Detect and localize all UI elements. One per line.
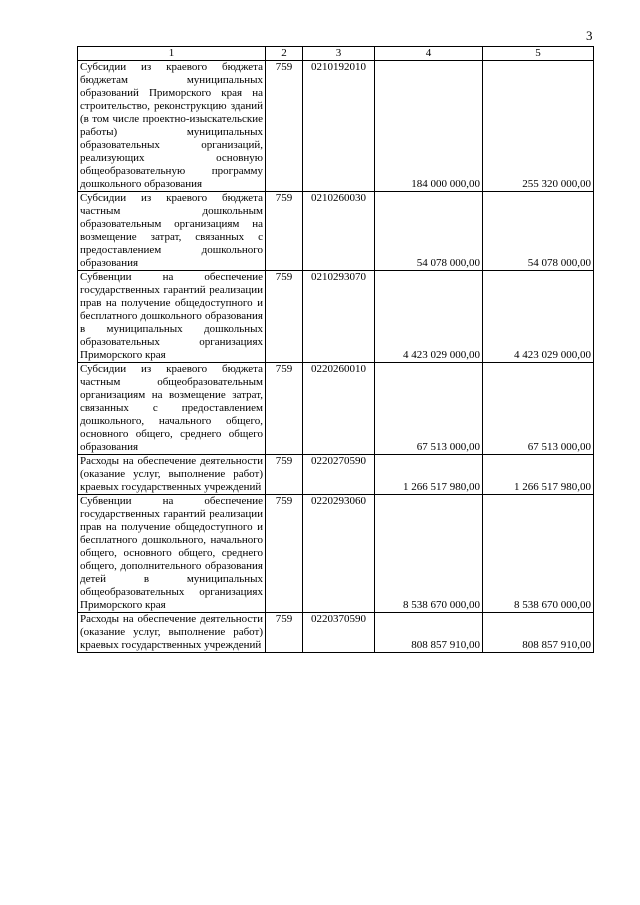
amount-col-5: 4 423 029 000,00 [483,271,594,363]
column-header: 3 [303,47,375,61]
ministry-code: 759 [266,363,303,455]
table-row [78,363,594,455]
amount-col-4: 1 266 517 980,00 [375,455,483,495]
page-number: 3 [586,28,593,43]
table-row [78,613,594,653]
amount-col-4: 808 857 910,00 [375,613,483,653]
amount-col-5: 255 320 000,00 [483,61,594,192]
ministry-code: 759 [266,61,303,192]
row-description: Субсидии из краевого бюджета частным общеобразовательным организациям на возмещение затрат, связанных с предоставлением дошкольного, начального общего, основного общего, среднего общего образования [78,363,266,455]
ministry-code: 759 [266,455,303,495]
target-article-code: 0220370590 [303,613,375,653]
table-row [78,495,594,613]
ministry-code: 759 [266,613,303,653]
column-header: 2 [266,47,303,61]
table-row [78,271,594,363]
row-description: Субвенции на обеспечение государственных гарантий реализации прав на получение общедоступного и бесплатного дошкольного, начального общего, основного общего, среднего общего, дополнительного образования детей в муниципальных общеобразовательных организациях Приморского края [78,495,266,613]
amount-col-4: 184 000 000,00 [375,61,483,192]
ministry-code: 759 [266,495,303,613]
target-article-code: 0220260010 [303,363,375,455]
target-article-code: 0210192010 [303,61,375,192]
target-article-code: 0210293070 [303,271,375,363]
amount-col-4: 4 423 029 000,00 [375,271,483,363]
target-article-code: 0220270590 [303,455,375,495]
row-description: Субсидии из краевого бюджета бюджетам муниципальных образований Приморского края на строительство, реконструкцию зданий (в том числе проектно-изыскательские работы) муниципальных образовательных организаций, реализующих основную общеобразовательную программу дошкольного образования [78,61,266,192]
ministry-code: 759 [266,192,303,271]
column-header: 4 [375,47,483,61]
amount-col-5: 67 513 000,00 [483,363,594,455]
target-article-code: 0210260030 [303,192,375,271]
row-description: Расходы на обеспечение деятельности (оказание услуг, выполнение работ) краевых государственных учреждений [78,613,266,653]
amount-col-5: 1 266 517 980,00 [483,455,594,495]
row-description: Субсидии из краевого бюджета частным дошкольным образовательным организациям на возмещение затрат, связанных с предоставлением дошкольного образования [78,192,266,271]
table-row [78,61,594,192]
table-row [78,455,594,495]
amount-col-5: 54 078 000,00 [483,192,594,271]
amount-col-4: 54 078 000,00 [375,192,483,271]
row-description: Субвенции на обеспечение государственных гарантий реализации прав на получение общедоступного и бесплатного дошкольного образования в муниципальных дошкольных образовательных организациях Приморского края [78,271,266,363]
amount-col-4: 67 513 000,00 [375,363,483,455]
ministry-code: 759 [266,271,303,363]
table-row [78,192,594,271]
amount-col-4: 8 538 670 000,00 [375,495,483,613]
column-header: 5 [483,47,594,61]
column-header: 1 [78,47,266,61]
header-row [78,47,594,61]
amount-col-5: 808 857 910,00 [483,613,594,653]
amount-col-5: 8 538 670 000,00 [483,495,594,613]
row-description: Расходы на обеспечение деятельности (оказание услуг, выполнение работ) краевых государственных учреждений [78,455,266,495]
budget-table [77,46,594,653]
target-article-code: 0220293060 [303,495,375,613]
